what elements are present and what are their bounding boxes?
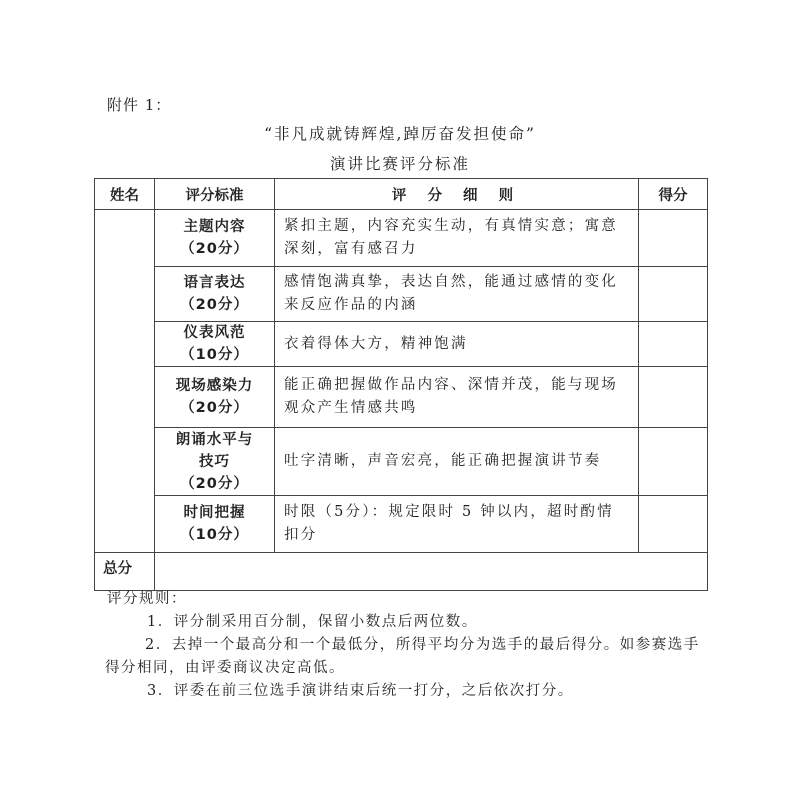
- total-score-cell[interactable]: [155, 553, 708, 591]
- rule-item: 1．评分制采用百分制，保留小数点后两位数。: [147, 614, 478, 630]
- detail-cell: 感情饱满真挚，表达自然，能通过感情的变化来反应作品的内涵: [275, 267, 639, 322]
- scoring-table: [94, 178, 708, 591]
- attachment-label: 附件 1：: [107, 96, 172, 114]
- criteria-cell: [155, 367, 275, 428]
- detail-cell: 吐字清晰，声音宏亮，能正确把握演讲节奏: [275, 428, 639, 496]
- criteria-title: 仪表风范: [183, 325, 246, 341]
- detail-cell: 紧扣主题，内容充实生动，有真情实意；寓意深刻，富有感召力: [275, 210, 639, 267]
- name-cell[interactable]: [95, 210, 155, 553]
- detail-cell: 衣着得体大方，精神饱满: [275, 322, 639, 367]
- criteria-points: （20分）: [180, 475, 249, 492]
- criteria-title-cont: 技巧: [199, 453, 230, 470]
- table-row: [95, 367, 708, 428]
- criteria-cell: [155, 210, 275, 267]
- criteria-cell: [155, 322, 275, 367]
- table-row: [95, 210, 708, 267]
- score-cell[interactable]: [639, 322, 708, 367]
- table-row: [95, 428, 708, 496]
- document-subtitle: 演讲比赛评分标准: [329, 155, 470, 173]
- criteria-title: 主题内容: [183, 219, 246, 235]
- score-cell[interactable]: [639, 367, 708, 428]
- scoring-rules: [107, 588, 707, 703]
- detail-cell: 能正确把握做作品内容、深情并茂，能与现场观众产生情感共鸣: [275, 367, 639, 428]
- criteria-points: （20分）: [180, 241, 249, 257]
- header-criteria: 评分标准: [155, 179, 275, 210]
- criteria-title: 朗诵水平与: [175, 431, 254, 448]
- criteria-cell: [155, 428, 275, 496]
- header-score: 得分: [639, 179, 708, 210]
- rule-item: 2．去掉一个最高分和一个最低分，所得平均分为选手的最后得分。如参赛选手得分相同，由评委商议决定高低。: [105, 637, 700, 676]
- header-details: 评 分 细 则: [275, 179, 639, 210]
- criteria-title: 时间把握: [183, 505, 246, 521]
- rule-item: 3．评委在前三位选手演讲结束后统一打分，之后依次打分。: [147, 683, 574, 699]
- score-cell[interactable]: [639, 428, 708, 496]
- criteria-cell: [155, 267, 275, 322]
- criteria-title: 语言表达: [183, 275, 246, 291]
- document-title: “非凡成就铸辉煌,踔厉奋发担使命”: [264, 125, 536, 143]
- criteria-points: （20分）: [180, 400, 249, 416]
- criteria-points: （20分）: [180, 297, 249, 313]
- score-cell[interactable]: [639, 210, 708, 267]
- criteria-points: （10分）: [180, 347, 249, 363]
- table-row: [95, 267, 708, 322]
- rules-heading: 评分规则：: [107, 591, 187, 607]
- criteria-title: 现场感染力: [175, 378, 254, 394]
- table-header-row: [95, 179, 708, 210]
- criteria-cell: [155, 496, 275, 553]
- total-row: [95, 553, 708, 591]
- score-cell[interactable]: [639, 267, 708, 322]
- criteria-points: （10分）: [180, 527, 249, 543]
- total-label: 总分: [95, 553, 155, 591]
- header-name: 姓名: [95, 179, 155, 210]
- table-row: [95, 496, 708, 553]
- score-cell[interactable]: [639, 496, 708, 553]
- table-row: [95, 322, 708, 367]
- detail-cell: 时限（5分）：规定限时 5 钟以内，超时酌情扣分: [275, 496, 639, 553]
